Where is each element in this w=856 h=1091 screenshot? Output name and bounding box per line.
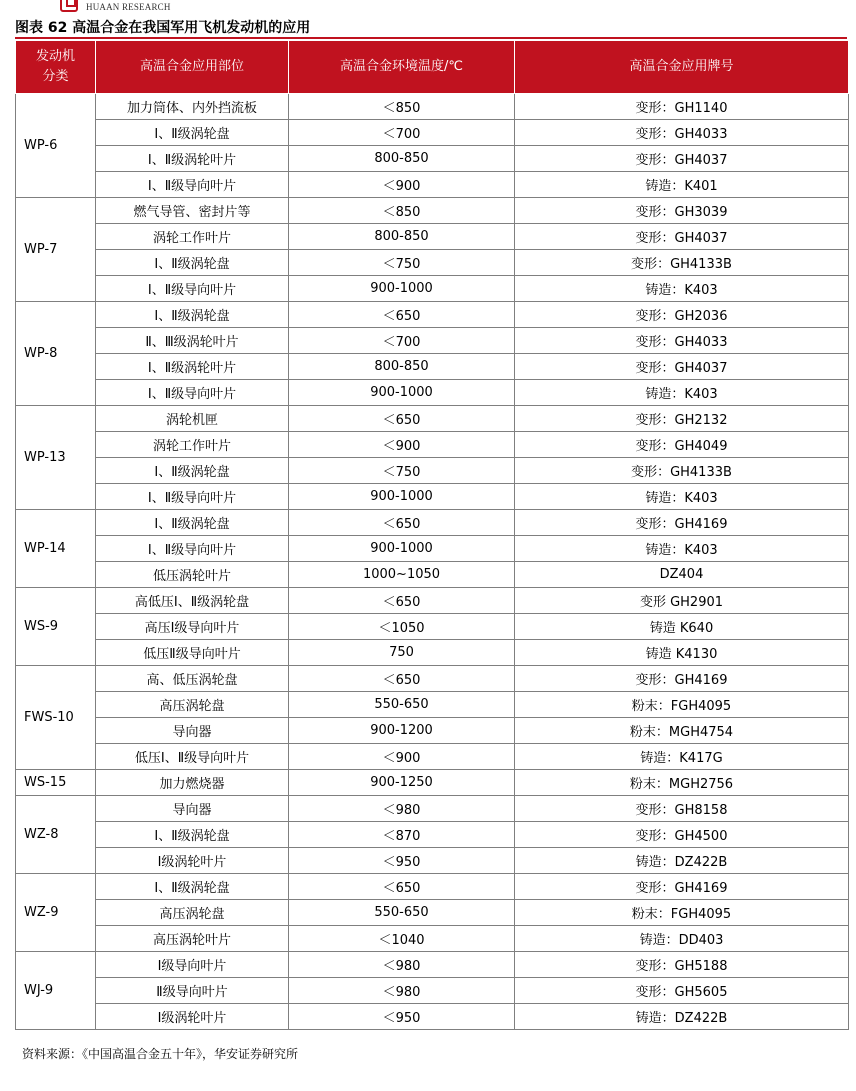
- table-row: [16, 484, 849, 510]
- grade-cell: DZ404: [515, 562, 849, 588]
- part-cell: Ⅰ、Ⅱ级导向叶片: [96, 276, 289, 302]
- temperature-cell: ＜700: [289, 328, 515, 354]
- table-row: [16, 796, 849, 822]
- temperature-cell: 800-850: [289, 354, 515, 380]
- brand-logo: [60, 0, 180, 14]
- table-row: [16, 848, 849, 874]
- grade-cell: 粉末：MGH2756: [515, 770, 849, 796]
- table-row: [16, 224, 849, 250]
- engine-cell: WZ-9: [16, 874, 96, 952]
- table-row: [16, 614, 849, 640]
- grade-cell: 变形：GH4133B: [515, 250, 849, 276]
- engine-cell: WJ-9: [16, 952, 96, 1030]
- temperature-cell: 900-1000: [289, 484, 515, 510]
- temperature-cell: ＜750: [289, 250, 515, 276]
- part-cell: 燃气导管、密封片等: [96, 198, 289, 224]
- part-cell: Ⅰ、Ⅱ级导向叶片: [96, 380, 289, 406]
- table-row: [16, 250, 849, 276]
- grade-cell: 变形：GH1140: [515, 94, 849, 120]
- temperature-cell: 900-1000: [289, 380, 515, 406]
- part-cell: 导向器: [96, 718, 289, 744]
- table-row: [16, 120, 849, 146]
- part-cell: Ⅰ级涡轮叶片: [96, 848, 289, 874]
- temperature-cell: ＜850: [289, 94, 515, 120]
- title-divider: [15, 37, 847, 39]
- figure-title: 图表 62 高温合金在我国军用飞机发动机的应用: [15, 20, 311, 36]
- part-cell: 低压Ⅱ级导向叶片: [96, 640, 289, 666]
- grade-cell: 变形：GH2132: [515, 406, 849, 432]
- temperature-cell: ＜650: [289, 406, 515, 432]
- temperature-cell: ＜870: [289, 822, 515, 848]
- temperature-cell: ＜980: [289, 796, 515, 822]
- table-row: [16, 432, 849, 458]
- part-cell: 涡轮机匣: [96, 406, 289, 432]
- column-header: 高温合金环境温度/℃: [289, 41, 515, 94]
- temperature-cell: ＜950: [289, 848, 515, 874]
- grade-cell: 铸造：K403: [515, 380, 849, 406]
- temperature-cell: ＜650: [289, 302, 515, 328]
- grade-cell: 变形 GH2901: [515, 588, 849, 614]
- temperature-cell: 750: [289, 640, 515, 666]
- part-cell: 高压涡轮叶片: [96, 926, 289, 952]
- table-row: [16, 354, 849, 380]
- grade-cell: 变形：GH5605: [515, 978, 849, 1004]
- temperature-cell: 550-650: [289, 900, 515, 926]
- table-row: [16, 406, 849, 432]
- table-row: [16, 588, 849, 614]
- part-cell: 低压涡轮叶片: [96, 562, 289, 588]
- temperature-cell: ＜650: [289, 588, 515, 614]
- temperature-cell: ＜850: [289, 198, 515, 224]
- grade-cell: 铸造 K4130: [515, 640, 849, 666]
- grade-cell: 变形：GH4033: [515, 328, 849, 354]
- engine-cell: WP-8: [16, 302, 96, 406]
- temperature-cell: 800-850: [289, 224, 515, 250]
- part-cell: Ⅰ、Ⅱ级导向叶片: [96, 484, 289, 510]
- engine-cell: WS-15: [16, 770, 96, 796]
- table-row: [16, 562, 849, 588]
- part-cell: Ⅰ级导向叶片: [96, 952, 289, 978]
- part-cell: Ⅰ、Ⅱ级涡轮叶片: [96, 146, 289, 172]
- grade-cell: 变形：GH4169: [515, 510, 849, 536]
- part-cell: Ⅰ级涡轮叶片: [96, 1004, 289, 1030]
- source-note: 资料来源：《中国高温合金五十年》，华安证券研究所: [22, 1047, 299, 1061]
- grade-cell: 铸造：K401: [515, 172, 849, 198]
- table-row: [16, 744, 849, 770]
- temperature-cell: ＜980: [289, 978, 515, 1004]
- grade-cell: 变形：GH4169: [515, 874, 849, 900]
- table-row: [16, 822, 849, 848]
- temperature-cell: ＜650: [289, 666, 515, 692]
- temperature-cell: 550-650: [289, 692, 515, 718]
- part-cell: 高压Ⅰ级导向叶片: [96, 614, 289, 640]
- table-row: [16, 536, 849, 562]
- grade-cell: 粉末：MGH4754: [515, 718, 849, 744]
- part-cell: 高压涡轮盘: [96, 900, 289, 926]
- part-cell: Ⅰ、Ⅱ级导向叶片: [96, 536, 289, 562]
- grade-cell: 铸造：DD403: [515, 926, 849, 952]
- engine-cell: WS-9: [16, 588, 96, 666]
- table-row: [16, 718, 849, 744]
- part-cell: 加力筒体、内外挡流板: [96, 94, 289, 120]
- column-header: 高温合金应用牌号: [515, 41, 849, 94]
- table-row: [16, 380, 849, 406]
- part-cell: Ⅰ、Ⅱ级涡轮盘: [96, 302, 289, 328]
- grade-cell: 铸造：DZ422B: [515, 1004, 849, 1030]
- grade-cell: 变形：GH4037: [515, 354, 849, 380]
- part-cell: 高、低压涡轮盘: [96, 666, 289, 692]
- temperature-cell: 800-850: [289, 146, 515, 172]
- grade-cell: 铸造：K403: [515, 536, 849, 562]
- grade-cell: 变形：GH4033: [515, 120, 849, 146]
- table-row: [16, 952, 849, 978]
- part-cell: 高低压Ⅰ、Ⅱ级涡轮盘: [96, 588, 289, 614]
- table-body: [16, 94, 849, 1030]
- grade-cell: 变形：GH4037: [515, 146, 849, 172]
- table-row: [16, 1004, 849, 1030]
- logo-icon: [60, 0, 78, 12]
- part-cell: Ⅰ、Ⅱ级涡轮盘: [96, 874, 289, 900]
- engine-cell: WZ-8: [16, 796, 96, 874]
- table-row: [16, 172, 849, 198]
- temperature-cell: ＜1040: [289, 926, 515, 952]
- table-row: [16, 978, 849, 1004]
- temperature-cell: 900-1000: [289, 276, 515, 302]
- part-cell: Ⅰ、Ⅱ级涡轮盘: [96, 458, 289, 484]
- table-row: [16, 770, 849, 796]
- part-cell: 加力燃烧器: [96, 770, 289, 796]
- temperature-cell: ＜900: [289, 432, 515, 458]
- grade-cell: 变形：GH8158: [515, 796, 849, 822]
- table-row: [16, 510, 849, 536]
- grade-cell: 铸造 K640: [515, 614, 849, 640]
- part-cell: Ⅰ、Ⅱ级涡轮盘: [96, 120, 289, 146]
- temperature-cell: 900-1250: [289, 770, 515, 796]
- temperature-cell: ＜750: [289, 458, 515, 484]
- grade-cell: 变形：GH5188: [515, 952, 849, 978]
- column-header: 发动机 分类: [16, 41, 96, 94]
- engine-cell: FWS-10: [16, 666, 96, 770]
- grade-cell: 变形：GH4169: [515, 666, 849, 692]
- brand-name: HUAAN RESEARCH: [86, 2, 171, 12]
- table-row: [16, 276, 849, 302]
- part-cell: Ⅰ、Ⅱ级涡轮盘: [96, 250, 289, 276]
- grade-cell: 变形：GH4133B: [515, 458, 849, 484]
- table-row: [16, 198, 849, 224]
- temperature-cell: 900-1000: [289, 536, 515, 562]
- temperature-cell: ＜700: [289, 120, 515, 146]
- grade-cell: 变形：GH4500: [515, 822, 849, 848]
- temperature-cell: ＜900: [289, 744, 515, 770]
- grade-cell: 铸造：K403: [515, 276, 849, 302]
- table-row: [16, 328, 849, 354]
- temperature-cell: 1000~1050: [289, 562, 515, 588]
- part-cell: 涡轮工作叶片: [96, 432, 289, 458]
- grade-cell: 变形：GH4037: [515, 224, 849, 250]
- temperature-cell: 900-1200: [289, 718, 515, 744]
- table-row: [16, 146, 849, 172]
- temperature-cell: ＜1050: [289, 614, 515, 640]
- grade-cell: 粉末：FGH4095: [515, 900, 849, 926]
- temperature-cell: ＜980: [289, 952, 515, 978]
- column-header: 高温合金应用部位: [96, 41, 289, 94]
- engine-cell: WP-13: [16, 406, 96, 510]
- grade-cell: 变形：GH4049: [515, 432, 849, 458]
- part-cell: Ⅱ、Ⅲ级涡轮叶片: [96, 328, 289, 354]
- grade-cell: 铸造：K417G: [515, 744, 849, 770]
- table-header-row: [16, 41, 849, 94]
- table-row: [16, 302, 849, 328]
- table-row: [16, 692, 849, 718]
- grade-cell: 铸造：K403: [515, 484, 849, 510]
- grade-cell: 变形：GH3039: [515, 198, 849, 224]
- table-row: [16, 666, 849, 692]
- alloy-application-table: [15, 40, 849, 1030]
- grade-cell: 铸造：DZ422B: [515, 848, 849, 874]
- grade-cell: 粉末：FGH4095: [515, 692, 849, 718]
- temperature-cell: ＜900: [289, 172, 515, 198]
- table-row: [16, 926, 849, 952]
- part-cell: Ⅰ、Ⅱ级涡轮叶片: [96, 354, 289, 380]
- part-cell: Ⅱ级导向叶片: [96, 978, 289, 1004]
- table-row: [16, 458, 849, 484]
- grade-cell: 变形：GH2036: [515, 302, 849, 328]
- temperature-cell: ＜650: [289, 874, 515, 900]
- part-cell: Ⅰ、Ⅱ级涡轮盘: [96, 510, 289, 536]
- temperature-cell: ＜950: [289, 1004, 515, 1030]
- part-cell: 涡轮工作叶片: [96, 224, 289, 250]
- part-cell: 低压Ⅰ、Ⅱ级导向叶片: [96, 744, 289, 770]
- engine-cell: WP-6: [16, 94, 96, 198]
- part-cell: 导向器: [96, 796, 289, 822]
- table-row: [16, 640, 849, 666]
- part-cell: Ⅰ、Ⅱ级导向叶片: [96, 172, 289, 198]
- part-cell: Ⅰ、Ⅱ级涡轮盘: [96, 822, 289, 848]
- engine-cell: WP-14: [16, 510, 96, 588]
- table-row: [16, 94, 849, 120]
- table-row: [16, 900, 849, 926]
- engine-cell: WP-7: [16, 198, 96, 302]
- temperature-cell: ＜650: [289, 510, 515, 536]
- part-cell: 高压涡轮盘: [96, 692, 289, 718]
- table-row: [16, 874, 849, 900]
